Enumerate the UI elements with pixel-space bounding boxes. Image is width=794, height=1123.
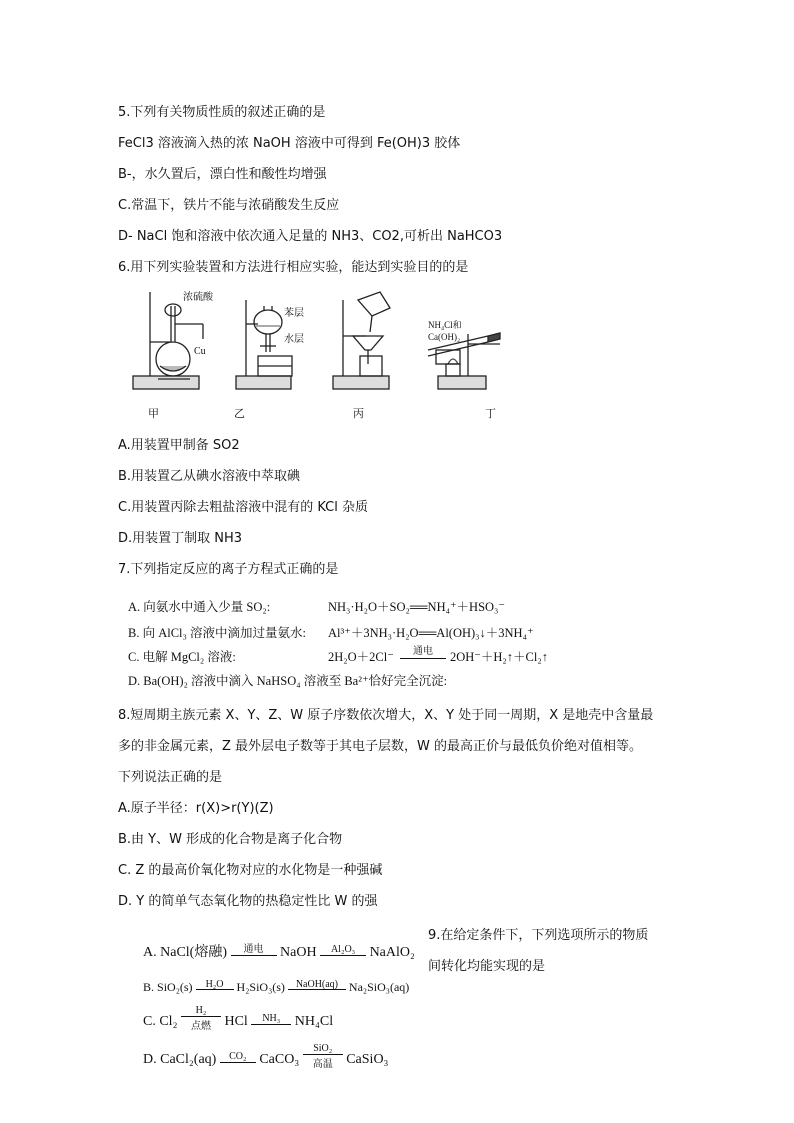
q5-option-b: B-，水久置后，漂白性和酸性均增强 — [118, 167, 327, 182]
q9-b-cond-1: H₂O — [205, 979, 224, 990]
q9-a-cond-1: 通电 — [243, 944, 264, 955]
q7-option-c-arrow — [400, 642, 446, 659]
q9-c-arrow-2 — [251, 1010, 291, 1025]
q7-option-a-equation: NH₃·H₂O＋SO₂══NH₄⁺＋HSO₃⁻ — [328, 600, 506, 614]
q7-option-c-equation-right: 2OH⁻＋H₂↑＋Cl₂↑ — [450, 650, 548, 664]
q6-option-d: D.用装置丁制取 NH3 — [118, 531, 243, 546]
q6-option-c: C.用装置丙除去粗盐溶液中混有的 KCl 杂质 — [118, 500, 368, 515]
q9-c-label: C. — [143, 1014, 156, 1029]
q9-option-d — [143, 1043, 388, 1070]
q9-b-arrow-2 — [288, 976, 346, 990]
q7-option-d-label: D. Ba(OH)₂ 溶液中滴入 NaHSO₄ 溶液至 Ba²⁺恰好完全沉淀: — [128, 674, 448, 688]
q9-a-cond-2: Al₂O₃ — [330, 944, 356, 955]
fig-yi-bottom-label: 水层 — [284, 334, 304, 345]
q7-option-c-condition: 通电 — [413, 646, 433, 657]
q8-option-c: C. Z 的最高价氧化物对应的水化物是一种强碱 — [118, 863, 383, 878]
q9-d-cond-1: CO₂ — [229, 1051, 247, 1062]
q9-c-s3: NH₄Cl — [294, 1014, 334, 1029]
q9-stem-line-1: 9.在给定条件下，下列选项所示的物质 — [428, 928, 649, 943]
apparatus-figure — [128, 284, 528, 424]
q9-option-c — [143, 1005, 333, 1032]
q8-stem-line-1: 8.短周期主族元素 X、Y、Z、W 原子序数依次增大，X、Y 处于同一周期，X 是地壳中含量最 — [118, 708, 654, 723]
q9-c-s2: HCl — [224, 1014, 248, 1029]
q7-option-b-label: B. 向 AlCl₃ 溶液中滴加过量氨水: — [128, 626, 306, 640]
q8-option-a: A.原子半径：r(X)>r(Y)(Z) — [118, 801, 274, 816]
q9-c-cond-2: NH₃ — [262, 1013, 281, 1024]
q9-b-s1: SiO₂(s) — [157, 980, 193, 994]
q9-b-arrow-1 — [196, 976, 234, 990]
q9-option-a — [143, 940, 415, 961]
q8-option-b: B.由 Y、W 形成的化合物是离子化合物 — [118, 832, 343, 847]
q9-d-cond-2: SiO₂ — [313, 1043, 333, 1054]
q5-option-c: C.常温下，铁片不能与浓硝酸发生反应 — [118, 198, 340, 213]
q9-c-cond-1b: 点燃 — [190, 1021, 211, 1032]
q7-stem: 7.下列指定反应的离子方程式正确的是 — [118, 562, 339, 577]
q8-option-d: D. Y 的简单气态氧化物的热稳定性比 W 的强 — [118, 894, 378, 909]
q9-c-cond-1: H₂ — [195, 1005, 207, 1016]
q9-d-s2: CaCO₃ — [259, 1052, 300, 1067]
q7-option-c-equation-left: 2H₂O＋2Cl⁻ — [328, 650, 394, 664]
fig-caption-jia: 甲 — [148, 408, 159, 420]
fig-ding-label-1: NH₄Cl和 — [428, 320, 462, 330]
q8-stem-line-2: 多的非金属元素，Z 最外层电子数等于其电子层数，W 的最高正价与最低负价绝对值相等。 — [118, 739, 643, 754]
fig-caption-bing: 丙 — [353, 408, 364, 420]
fig-yi-top-label: 苯层 — [284, 308, 304, 319]
q9-d-label: D. — [143, 1052, 157, 1067]
fig-cu-label: Cu — [194, 346, 206, 357]
q7-option-c-arrow-line — [400, 658, 446, 659]
q7-option-c-label: C. 电解 MgCl₂ 溶液: — [128, 650, 236, 664]
q9-c-s1: Cl₂ — [159, 1014, 178, 1029]
q9-b-cond-2: NaOH(aq) — [295, 979, 339, 990]
q7-option-b-equation: Al³⁺＋3NH₃·H₂O══Al(OH)₃↓＋3NH₄⁺ — [328, 626, 534, 640]
q9-option-b — [143, 976, 409, 995]
q9-d-arrow-2 — [303, 1043, 343, 1070]
q9-d-s1: CaCl₂(aq) — [160, 1052, 217, 1067]
q9-b-label: B. — [143, 980, 155, 994]
q9-a-s1: NaCl(熔融) — [160, 945, 228, 960]
q6-stem: 6.用下列实验装置和方法进行相应实验，能达到实验目的的是 — [118, 260, 469, 275]
q9-b-s3: Na₂SiO₃(aq) — [348, 980, 410, 994]
q8-stem-line-3: 下列说法正确的是 — [118, 770, 223, 785]
q9-a-label: A. — [143, 945, 157, 960]
q5-stem: 5.下列有关物质性质的叙述正确的是 — [118, 105, 326, 120]
q9-d-s3: CaSiO₃ — [346, 1052, 389, 1067]
fig-caption-ding: 丁 — [485, 408, 496, 420]
apparatus-drawing — [128, 284, 528, 424]
q9-d-arrow-1 — [220, 1048, 256, 1063]
q6-option-a: A.用装置甲制备 SO2 — [118, 438, 240, 453]
fig-jia-label: 浓硫酸 — [183, 292, 213, 303]
q9-a-s3: NaAlO₂ — [369, 945, 415, 960]
q9-a-arrow-1 — [231, 940, 277, 956]
q9-d-cond-2b: 高温 — [312, 1059, 333, 1070]
q9-stem-line-2: 间转化均能实现的是 — [428, 959, 546, 974]
q5-option-a: FeCl3 溶液滴入热的浓 NaOH 溶液中可得到 Fe(OH)3 胶体 — [118, 136, 461, 151]
q5-option-d: D- NaCl 饱和溶液中依次通入足量的 NH3、CO2,可析出 NaHCO3 — [118, 229, 503, 244]
fig-caption-yi: 乙 — [234, 408, 245, 420]
q9-a-arrow-2 — [320, 941, 366, 956]
q6-option-b: B.用装置乙从碘水溶液中萃取碘 — [118, 469, 301, 484]
q9-c-arrow-1 — [181, 1005, 221, 1032]
q9-b-s2: H₂SiO₃(s) — [236, 980, 285, 994]
fig-ding-label-2: Ca(OH)₂ — [428, 332, 461, 342]
q7-option-a-label: A. 向氨水中通入少量 SO₂: — [128, 600, 271, 614]
q9-a-s2: NaOH — [280, 945, 317, 960]
